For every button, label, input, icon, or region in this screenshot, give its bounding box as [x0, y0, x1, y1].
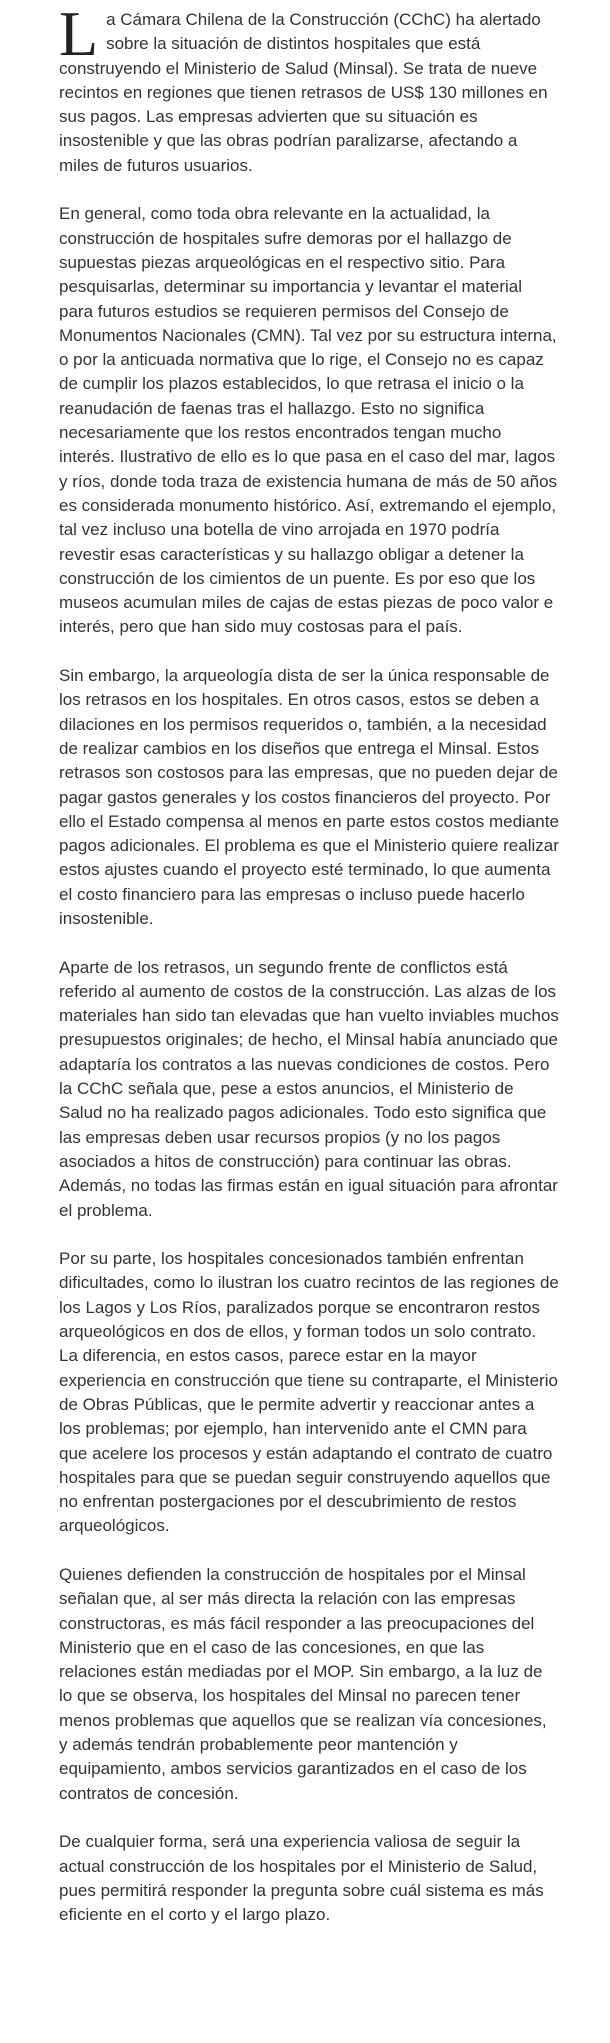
drop-cap: L [59, 0, 99, 69]
article-paragraph-1 [59, 0, 559, 178]
article-paragraph-4: Aparte de los retrasos, un segundo frente de conflictos está referido al aumento de costos de la construcción. Las alzas de los materiales han sido tan elevadas que han vuelto inviables muchos presupuestos originales; de hecho, el Minsal había anunciado que adaptaría los contratos a las nuevas condiciones de costos. Pero la CChC señala que, pese a estos anuncios, el Ministerio de Salud no ha realizado pagos adicionales. Todo esto significa que las empresas deben usar recursos propios (y no los pagos asociados a hitos de construcción) para continuar las obras. Además, no todas las firmas están en igual situación para afrontar el problema. [59, 957, 559, 1220]
article-paragraph-7: De cualquier forma, será una experiencia valiosa de seguir la actual construcción de los hospitales por el Ministerio de Salud, pues permitirá responder la pregunta sobre cuál sistema es más eficiente en el corto y el largo plazo. [59, 1832, 544, 1925]
article-paragraph-6: Quienes defienden la construcción de hospitales por el Minsal señalan que, al ser más directa la relación con las empresas constructoras, es más fácil responder a las preocupaciones del Ministerio que en el caso de las concesiones, en que las relaciones están mediadas por el MOP. Sin embargo, a la luz de lo que se observa, los hospitales del Minsal no parecen tener menos problemas que aquellos que se realizan vía concesiones, y además tendrán probablemente peor mantención y equipamiento, ambos servicios garantizados en el caso de los contratos de concesión. [59, 1565, 547, 1803]
paragraph-text: a Cámara Chilena de la Construcción (CChC) ha alertado sobre la situación de distintos hospitales que está construyendo el Ministerio de Salud (Minsal). Se trata de nueve recintos en regiones que tienen retrasos de US$ 130 millones en sus pagos. Las empresas advierten que su situación es insostenible y que las obras podrían paralizarse, afectando a miles de futuros usuarios. [59, 10, 548, 175]
article-paragraph-3: Sin embargo, la arqueología dista de ser la única responsable de los retrasos en los hospitales. En otros casos, estos se deben a dilaciones en los permisos requeridos o, también, a la necesidad de realizar cambios en los diseños que entrega el Minsal. Estos retrasos son costosos para las empresas, que no pueden dejar de pagar gastos generales y los costos financieros del proyecto. Por ello el Estado compensa al menos en parte estos costos mediante pagos adicionales. El problema es que el Ministerio quiere realizar estos ajustes cuando el proyecto esté terminado, lo que aumenta el costo financiero para las empresas o incluso puede hacerlo insostenible. [59, 666, 559, 928]
article-paragraph-2: En general, como toda obra relevante en la actualidad, la construcción de hospitales sufre demoras por el hallazgo de supuestas piezas arqueológicas en el respectivo sitio. Para pesquisarlas, determinar su importancia y levantar el material para futuros estudios se requieren permisos del Consejo de Monumentos Nacionales (CMN). Tal vez por su estructura interna, o por la anticuada normativa que lo rige, el Consejo no es capaz de cumplir los plazos establecidos, lo que retrasa el inicio o la reanudación de faenas tras el hallazgo. Esto no significa necesariamente que los restos encontrados tengan mucho interés. Ilustrativo de ello es lo que pasa en el caso del mar, lagos y ríos, donde toda traza de existencia humana de más de 50 años es considerada monumento histórico. Así, extremando el ejemplo, tal vez incluso una botella de vino arrojada en 1970 podría revestir esas características y su hallazgo obligar a detener la construcción de los cimientos de un puente. Es por eso que los museos acumulan miles de cajas de estas piezas de poco valor e interés, pero que han sido muy costosas para el país. [59, 204, 558, 637]
article-body [59, 0, 559, 1952]
article-paragraph-5: Por su parte, los hospitales concesionados también enfrentan dificultades, como lo ilustran los cuatro recintos de las regiones de los Lagos y Los Ríos, paralizados porque se encontraron restos arqueológicos en dos de ellos, y forman todos un solo contrato. La diferencia, en estos casos, parece estar en la mayor experiencia en construcción que tiene su contraparte, el Ministerio de Obras Públicas, que le permite advertir y reaccionar antes a los problemas; por ejemplo, han intervenido ante el CMN para que acelere los procesos y están adaptando el contrato de cuatro hospitales para que se puedan seguir construyendo aquellos que no enfrentan postergaciones por el descubrimiento de restos arqueológicos. [59, 1249, 559, 1536]
